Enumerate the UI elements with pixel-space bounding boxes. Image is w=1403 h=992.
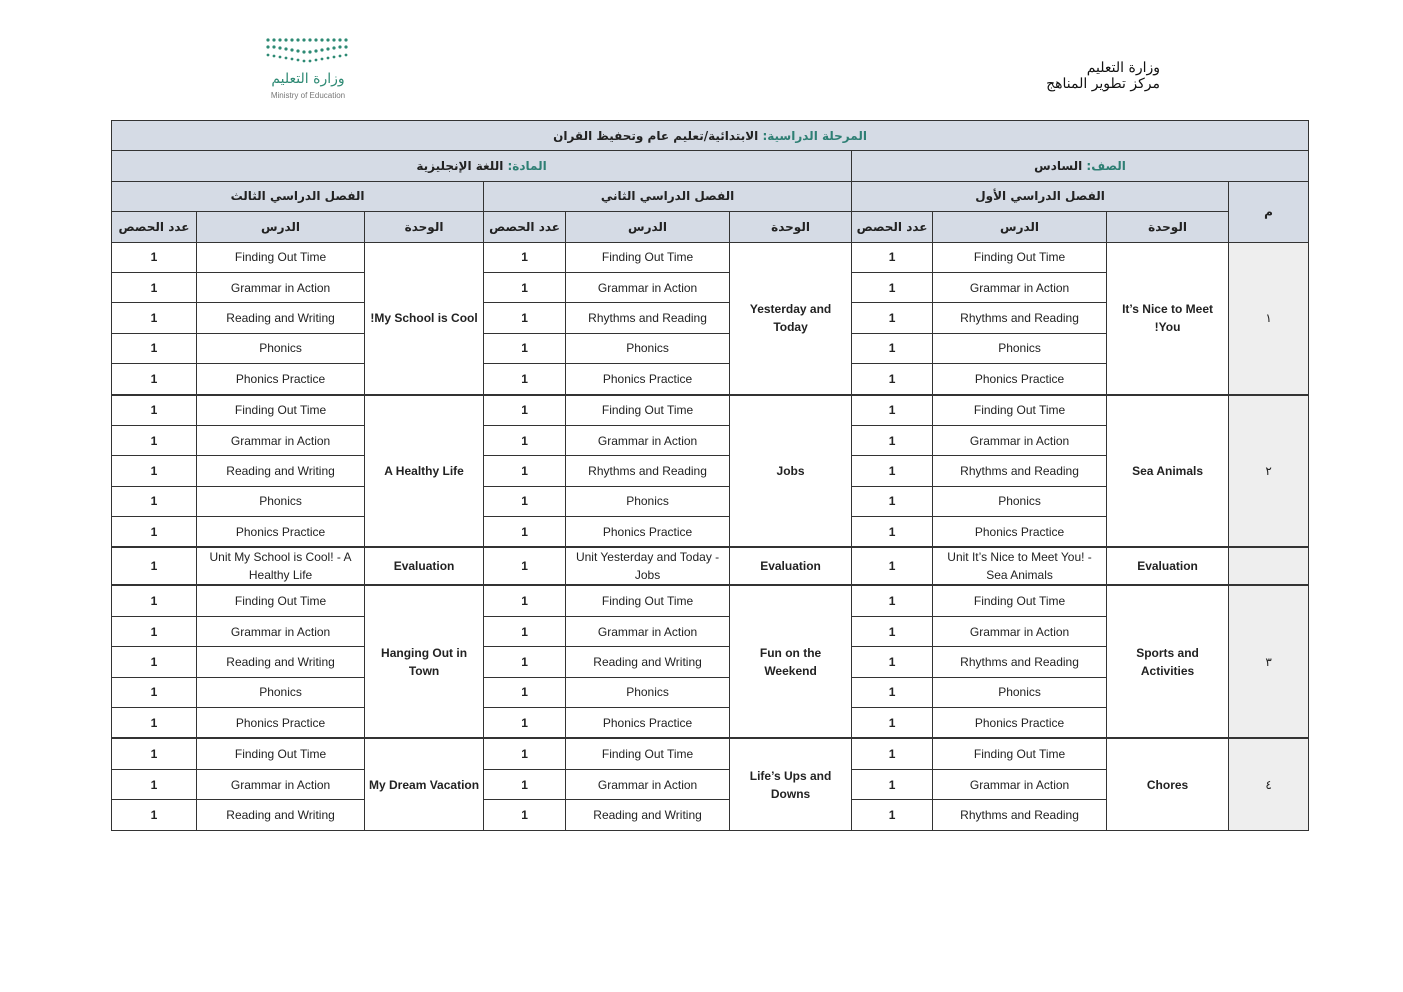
lesson-cell: Reading and Writing <box>566 647 730 677</box>
grade-value: السادس <box>1034 159 1087 174</box>
ministry-logo <box>262 36 354 104</box>
lesson-cell: Reading and Writing <box>197 647 365 677</box>
unit-header: الوحدة <box>1107 212 1229 242</box>
lesson-cell: Finding Out Time <box>566 242 730 272</box>
unit-title: Hanging Out in Town <box>365 585 484 738</box>
count-cell: 1 <box>852 333 933 363</box>
count-cell: 1 <box>852 677 933 707</box>
lesson-cell: Reading and Writing <box>197 456 365 486</box>
count-cell: 1 <box>852 425 933 455</box>
count-cell: 1 <box>852 486 933 516</box>
count-header: عدد الحصص <box>852 212 933 242</box>
unit-title: My School is Cool! <box>365 242 484 394</box>
lesson-cell: Reading and Writing <box>197 800 365 830</box>
grade-label: الصف: <box>1086 159 1126 174</box>
count-cell: 1 <box>484 517 566 548</box>
count-cell: 1 <box>852 800 933 830</box>
lesson-cell: Phonics <box>933 333 1107 363</box>
evaluation-title: Evaluation <box>730 547 852 585</box>
unit-title: Yesterday and Today <box>730 242 852 394</box>
count-cell: 1 <box>852 395 933 426</box>
count-cell: 1 <box>852 708 933 739</box>
lesson-cell: Rhythms and Reading <box>566 303 730 333</box>
lesson-cell: Reading and Writing <box>197 303 365 333</box>
count-cell: 1 <box>112 708 197 739</box>
column-header-row <box>112 212 1309 242</box>
lesson-cell: Grammar in Action <box>566 769 730 799</box>
count-cell: 1 <box>852 738 933 769</box>
table-row <box>112 242 1309 272</box>
logo-english-text: Ministry of Education <box>270 91 346 100</box>
count-cell: 1 <box>112 486 197 516</box>
lesson-cell: Phonics <box>933 677 1107 707</box>
lesson-cell: Grammar in Action <box>566 272 730 302</box>
evaluation-title: Evaluation <box>365 547 484 585</box>
count-cell: 1 <box>112 364 197 395</box>
count-cell: 1 <box>484 333 566 363</box>
evaluation-row <box>112 547 1309 585</box>
unit-title: Jobs <box>730 395 852 548</box>
count-cell: 1 <box>852 242 933 272</box>
count-cell: 1 <box>852 547 933 585</box>
ministry-line-1: وزارة التعليم <box>1086 60 1160 76</box>
count-cell: 1 <box>484 800 566 830</box>
count-cell: 1 <box>484 708 566 739</box>
count-cell: 1 <box>112 769 197 799</box>
lesson-cell: Rhythms and Reading <box>933 303 1107 333</box>
lesson-cell: Phonics <box>566 486 730 516</box>
lesson-cell: Finding Out Time <box>197 395 365 426</box>
lesson-cell: Grammar in Action <box>197 616 365 646</box>
ministry-line-2: مركز تطوير المناهج <box>1046 76 1160 92</box>
lesson-cell: Rhythms and Reading <box>566 456 730 486</box>
unit-title: My Dream Vacation <box>365 738 484 830</box>
count-cell: 1 <box>484 547 566 585</box>
count-cell: 1 <box>852 517 933 548</box>
semester-2-header: الفصل الدراسي الثاني <box>484 181 852 211</box>
lesson-cell: Grammar in Action <box>566 616 730 646</box>
lesson-cell: Phonics Practice <box>933 708 1107 739</box>
count-cell: 1 <box>112 800 197 830</box>
count-cell: 1 <box>484 242 566 272</box>
count-header: عدد الحصص <box>484 212 566 242</box>
lesson-cell: Phonics <box>566 333 730 363</box>
m-header: م <box>1229 181 1309 242</box>
count-cell: 1 <box>484 425 566 455</box>
curriculum-plan-table <box>111 120 1309 831</box>
lesson-cell: Finding Out Time <box>566 395 730 426</box>
count-header: عدد الحصص <box>112 212 197 242</box>
lesson-cell: Phonics Practice <box>197 708 365 739</box>
lesson-cell: Finding Out Time <box>197 242 365 272</box>
lesson-cell: Phonics <box>933 486 1107 516</box>
subject-value: اللغة الإنجليزية <box>416 159 508 174</box>
lesson-cell: Finding Out Time <box>566 585 730 616</box>
subject-label: المادة: <box>507 159 547 174</box>
count-cell: 1 <box>112 738 197 769</box>
count-cell: 1 <box>112 585 197 616</box>
count-cell: 1 <box>112 303 197 333</box>
subject-cell <box>112 151 852 181</box>
count-cell: 1 <box>112 456 197 486</box>
unit-title: Sports and Activities <box>1107 585 1229 738</box>
count-cell: 1 <box>484 677 566 707</box>
stage-value: الابتدائية/تعليم عام وتحفيظ القران <box>553 128 763 143</box>
unit-header: الوحدة <box>730 212 852 242</box>
lesson-cell: Grammar in Action <box>566 425 730 455</box>
lesson-cell: Grammar in Action <box>197 769 365 799</box>
count-cell: 1 <box>484 738 566 769</box>
lesson-cell: Rhythms and Reading <box>933 800 1107 830</box>
count-cell: 1 <box>852 616 933 646</box>
lesson-header: الدرس <box>197 212 365 242</box>
count-cell: 1 <box>484 616 566 646</box>
unit-title: It’s Nice to Meet You! <box>1107 242 1229 394</box>
lesson-cell: Phonics <box>566 677 730 707</box>
logo-dots-icon <box>264 36 352 66</box>
unit-number: ١ <box>1229 242 1309 394</box>
count-cell: 1 <box>852 364 933 395</box>
unit-number: ٤ <box>1229 738 1309 830</box>
count-cell: 1 <box>852 303 933 333</box>
count-cell: 1 <box>112 616 197 646</box>
unit-title: Life’s Ups and Downs <box>730 738 852 830</box>
evaluation-lesson: Unit Yesterday and Today - Jobs <box>566 547 730 585</box>
ministry-heading <box>1010 60 1160 92</box>
lesson-cell: Phonics Practice <box>566 517 730 548</box>
unit-title: Chores <box>1107 738 1229 830</box>
lesson-cell: Grammar in Action <box>933 616 1107 646</box>
count-cell: 1 <box>112 333 197 363</box>
lesson-cell: Phonics Practice <box>566 708 730 739</box>
lesson-cell: Rhythms and Reading <box>933 647 1107 677</box>
lesson-cell: Finding Out Time <box>933 242 1107 272</box>
lesson-cell: Phonics Practice <box>933 364 1107 395</box>
count-cell: 1 <box>852 456 933 486</box>
count-cell: 1 <box>484 303 566 333</box>
lesson-header: الدرس <box>566 212 730 242</box>
unit-title: A Healthy Life <box>365 395 484 548</box>
count-cell: 1 <box>112 677 197 707</box>
count-cell: 1 <box>112 395 197 426</box>
lesson-cell: Phonics <box>197 677 365 707</box>
logo-arabic-text: وزارة التعليم <box>271 71 345 87</box>
lesson-cell: Grammar in Action <box>933 272 1107 302</box>
count-cell: 1 <box>484 647 566 677</box>
lesson-cell: Phonics Practice <box>566 364 730 395</box>
lesson-cell: Grammar in Action <box>197 425 365 455</box>
table-row <box>112 585 1309 616</box>
count-cell: 1 <box>484 395 566 426</box>
lesson-cell: Phonics Practice <box>197 364 365 395</box>
table-row <box>112 738 1309 769</box>
count-cell: 1 <box>852 585 933 616</box>
lesson-cell: Finding Out Time <box>197 585 365 616</box>
count-cell: 1 <box>852 272 933 302</box>
lesson-cell: Finding Out Time <box>933 585 1107 616</box>
stage-label: المرحلة الدراسية: <box>762 128 867 143</box>
lesson-cell: Finding Out Time <box>566 738 730 769</box>
table-row <box>112 395 1309 426</box>
lesson-cell: Phonics Practice <box>197 517 365 548</box>
grade-subject-row <box>112 151 1309 181</box>
unit-number: ٣ <box>1229 585 1309 738</box>
lesson-cell: Phonics Practice <box>933 517 1107 548</box>
lesson-cell: Rhythms and Reading <box>933 456 1107 486</box>
count-cell: 1 <box>484 364 566 395</box>
count-cell: 1 <box>484 769 566 799</box>
unit-header: الوحدة <box>365 212 484 242</box>
evaluation-number-cell <box>1229 547 1309 585</box>
evaluation-lesson: Unit My School is Cool! - A Healthy Life <box>197 547 365 585</box>
lesson-cell: Grammar in Action <box>933 769 1107 799</box>
stage-cell <box>112 121 1309 151</box>
semester-row <box>112 181 1309 211</box>
lesson-cell: Finding Out Time <box>933 738 1107 769</box>
lesson-cell: Grammar in Action <box>933 425 1107 455</box>
evaluation-title: Evaluation <box>1107 547 1229 585</box>
count-cell: 1 <box>484 272 566 302</box>
unit-title: Sea Animals <box>1107 395 1229 548</box>
unit-title: Fun on the Weekend <box>730 585 852 738</box>
lesson-header: الدرس <box>933 212 1107 242</box>
evaluation-lesson: Unit It’s Nice to Meet You! - Sea Animals <box>933 547 1107 585</box>
semester-1-header: الفصل الدراسي الأول <box>852 181 1229 211</box>
count-cell: 1 <box>484 486 566 516</box>
semester-3-header: الفصل الدراسي الثالث <box>112 181 484 211</box>
count-cell: 1 <box>852 769 933 799</box>
unit-number: ٢ <box>1229 395 1309 548</box>
stage-row <box>112 121 1309 151</box>
count-cell: 1 <box>112 517 197 548</box>
lesson-cell: Grammar in Action <box>197 272 365 302</box>
count-cell: 1 <box>112 272 197 302</box>
lesson-cell: Reading and Writing <box>566 800 730 830</box>
count-cell: 1 <box>852 647 933 677</box>
count-cell: 1 <box>484 585 566 616</box>
lesson-cell: Finding Out Time <box>197 738 365 769</box>
count-cell: 1 <box>112 242 197 272</box>
lesson-cell: Finding Out Time <box>933 395 1107 426</box>
count-cell: 1 <box>484 456 566 486</box>
count-cell: 1 <box>112 647 197 677</box>
lesson-cell: Phonics <box>197 333 365 363</box>
grade-cell <box>852 151 1309 181</box>
count-cell: 1 <box>112 547 197 585</box>
count-cell: 1 <box>112 425 197 455</box>
lesson-cell: Phonics <box>197 486 365 516</box>
